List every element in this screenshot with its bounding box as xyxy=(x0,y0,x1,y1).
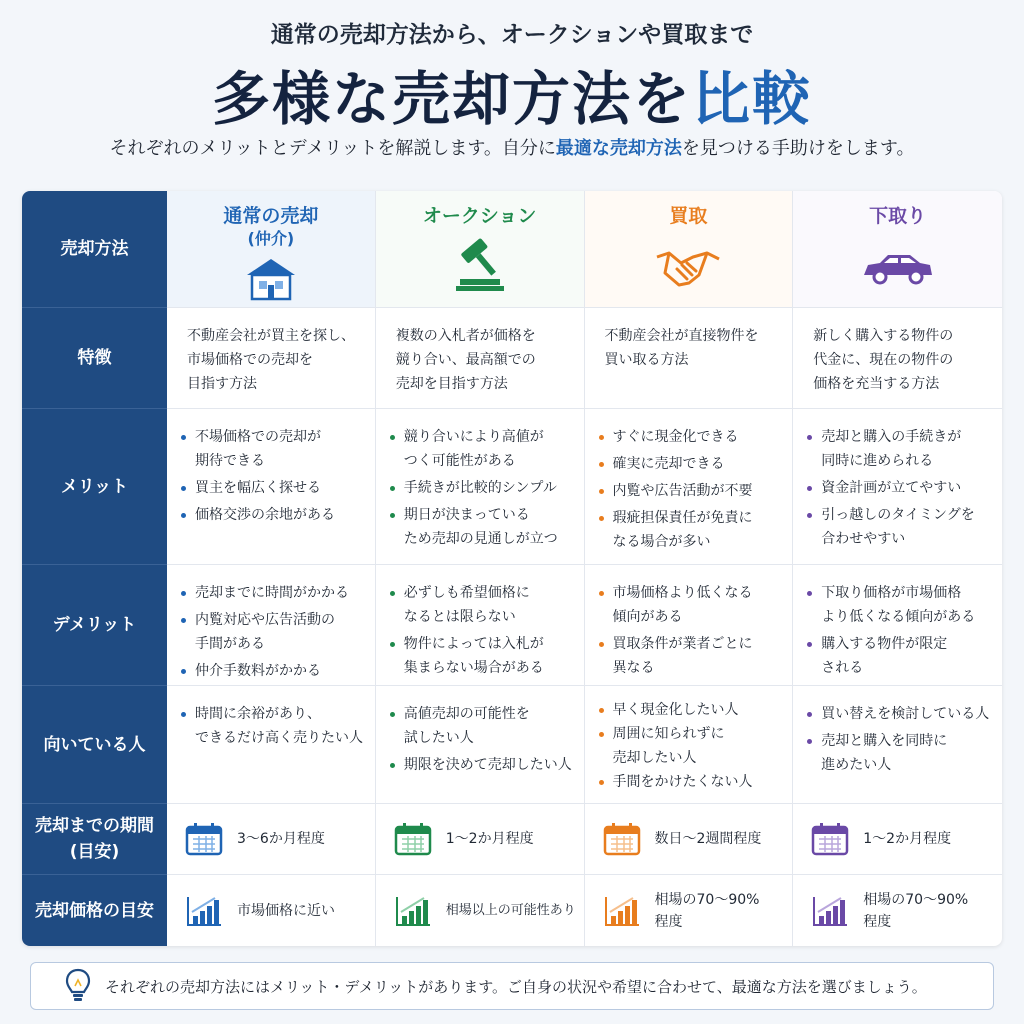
gavel-icon xyxy=(450,235,510,293)
period-auction xyxy=(376,804,585,875)
title-main: 多様な売却方法を xyxy=(211,65,692,133)
calendar-icon xyxy=(185,822,223,856)
list-item: 瑕疵担保責任が免責に なる場合が多い xyxy=(599,506,783,554)
list-item: 内覧対応や広告活動の 手間がある xyxy=(181,608,365,656)
list-item: 価格交渉の余地がある xyxy=(181,503,365,527)
price-normal xyxy=(167,875,376,946)
list-item: 物件によっては入札が 集まらない場合がある xyxy=(390,632,574,680)
period-normal xyxy=(167,804,376,875)
feature-tradein: 新しく購入する物件の 代金に、現在の物件の 価格を充当する方法 xyxy=(793,308,1002,409)
list-item: 期限を決めて売却したい人 xyxy=(390,753,574,777)
list-item: 時間に余裕があり、 できるだけ高く売りたい人 xyxy=(181,702,365,750)
feature-normal: 不動産会社が買主を探し、 市場価格での売却を 目指す方法 xyxy=(167,308,376,409)
list-item: 早く現金化したい人 xyxy=(599,698,783,722)
feature-buyout: 不動産会社が直接物件を 買い取る方法 xyxy=(585,308,794,409)
handshake-icon xyxy=(653,243,723,293)
list-item: 買取条件が業者ごとに 異なる xyxy=(599,632,783,680)
row-header-period: 売却までの期間 (目安) xyxy=(22,804,167,875)
list-item: 確実に売却できる xyxy=(599,452,783,476)
list-item: 資金計画が立てやすい xyxy=(807,476,992,500)
list-item: 市場価格より低くなる 傾向がある xyxy=(599,581,783,629)
method-sub-normal: (仲介) xyxy=(247,229,295,248)
list-item: 高値売却の可能性を 試したい人 xyxy=(390,702,574,750)
list-item: 必ずしも希望価格に なるとは限らない xyxy=(390,581,574,629)
row-header-merit: メリット xyxy=(22,409,167,565)
price-auction xyxy=(376,875,585,946)
list-item: 買主を幅広く探せる xyxy=(181,476,365,500)
price-value: 相場の70〜90% 程度 xyxy=(654,891,760,930)
suited-buyout xyxy=(585,686,794,804)
list-item: 下取り価格が市場価格 より低くなる傾向がある xyxy=(807,581,992,629)
lead-prefix: それぞれのメリットとデメリットを解説します。自分に xyxy=(109,138,556,159)
list-item: 手続きが比較的シンプル xyxy=(390,476,574,500)
demerits-tradein xyxy=(793,565,1002,686)
suited-tradein xyxy=(793,686,1002,804)
price-value: 相場以上の可能性あり xyxy=(445,902,576,918)
list-item: 売却までに時間がかかる xyxy=(181,581,365,605)
list-item: 仲介手数料がかかる xyxy=(181,659,365,683)
list-item: 購入する物件が限定 される xyxy=(807,632,992,680)
price-buyout xyxy=(585,875,794,946)
price-value: 相場の70〜90% 程度 xyxy=(863,891,969,930)
period-value: 1〜2か月程度 xyxy=(863,831,952,847)
row-header-feature: 特徴 xyxy=(22,308,167,409)
calendar-icon xyxy=(811,822,849,856)
period-buyout xyxy=(585,804,794,875)
price-value: 市場価格に近い xyxy=(237,902,335,919)
demerits-buyout xyxy=(585,565,794,686)
period-value: 1〜2か月程度 xyxy=(445,831,534,847)
bar-chart-icon xyxy=(394,894,432,928)
calendar-icon xyxy=(603,822,641,856)
period-value: 数日〜2週間程度 xyxy=(654,831,762,847)
list-item: すぐに現金化できる xyxy=(599,425,783,449)
footer-tip-text: それぞれの売却方法にはメリット・デメリットがあります。ご自身の状況や希望に合わせて、最適な方法を選びましょう。 xyxy=(105,977,927,996)
merits-normal xyxy=(167,409,376,565)
lead-accent: 最適な売却方法 xyxy=(555,138,682,159)
merits-buyout xyxy=(585,409,794,565)
calendar-icon xyxy=(394,822,432,856)
list-item: 買い替えを検討している人 xyxy=(807,702,992,726)
row-header-method: 売却方法 xyxy=(22,191,167,308)
row-header-price: 売却価格の目安 xyxy=(22,875,167,946)
list-item: 手間をかけたくない人 xyxy=(599,770,783,794)
method-name-tradein: 下取り xyxy=(869,205,927,227)
merits-tradein xyxy=(793,409,1002,565)
row-header-demerit: デメリット xyxy=(22,565,167,686)
demerits-normal xyxy=(167,565,376,686)
period-tradein xyxy=(793,804,1002,875)
lead-text xyxy=(0,134,1024,160)
column-header-auction xyxy=(376,191,585,308)
column-header-buyout xyxy=(585,191,794,308)
comparison-table xyxy=(22,191,1002,946)
car-icon xyxy=(860,249,936,289)
title-accent: 比較 xyxy=(692,65,813,133)
feature-auction: 複数の入札者が価格を 競り合い、最高額での 売却を目指す方法 xyxy=(376,308,585,409)
method-name-buyout: 買取 xyxy=(669,205,708,227)
bar-chart-icon xyxy=(811,894,849,928)
suited-auction xyxy=(376,686,585,804)
list-item: 周囲に知られずに 売却したい人 xyxy=(599,722,783,770)
list-item: 売却と購入を同時に 進めたい人 xyxy=(807,729,992,777)
list-item: 不場価格での売却が 期待できる xyxy=(181,425,365,473)
price-tradein xyxy=(793,875,1002,946)
merits-auction xyxy=(376,409,585,565)
page-title xyxy=(0,52,1024,136)
list-item: 期日が決まっている ため売却の見通しが立つ xyxy=(390,503,574,551)
list-item: 競り合いにより高値が つく可能性がある xyxy=(390,425,574,473)
lightbulb-icon xyxy=(65,968,91,1004)
method-name-auction: オークション xyxy=(422,205,537,227)
period-value: 3〜6か月程度 xyxy=(237,831,325,847)
column-header-normal xyxy=(167,191,376,308)
column-header-tradein xyxy=(793,191,1002,308)
list-item: 売却と購入の手続きが 同時に進められる xyxy=(807,425,992,473)
bar-chart-icon xyxy=(185,894,223,928)
house-icon xyxy=(243,255,299,301)
suited-normal xyxy=(167,686,376,804)
row-header-suited: 向いている人 xyxy=(22,686,167,804)
lead-suffix: を見つける手助けをします。 xyxy=(681,138,915,159)
demerits-auction xyxy=(376,565,585,686)
list-item: 内覧や広告活動が不要 xyxy=(599,479,783,503)
bar-chart-icon xyxy=(603,894,641,928)
list-item: 引っ越しのタイミングを 合わせやすい xyxy=(807,503,992,551)
page-subtitle: 通常の売却方法から、オークションや買取まで xyxy=(270,22,754,48)
footer-tip xyxy=(30,962,994,1010)
method-name-normal: 通常の売却 xyxy=(223,205,319,227)
